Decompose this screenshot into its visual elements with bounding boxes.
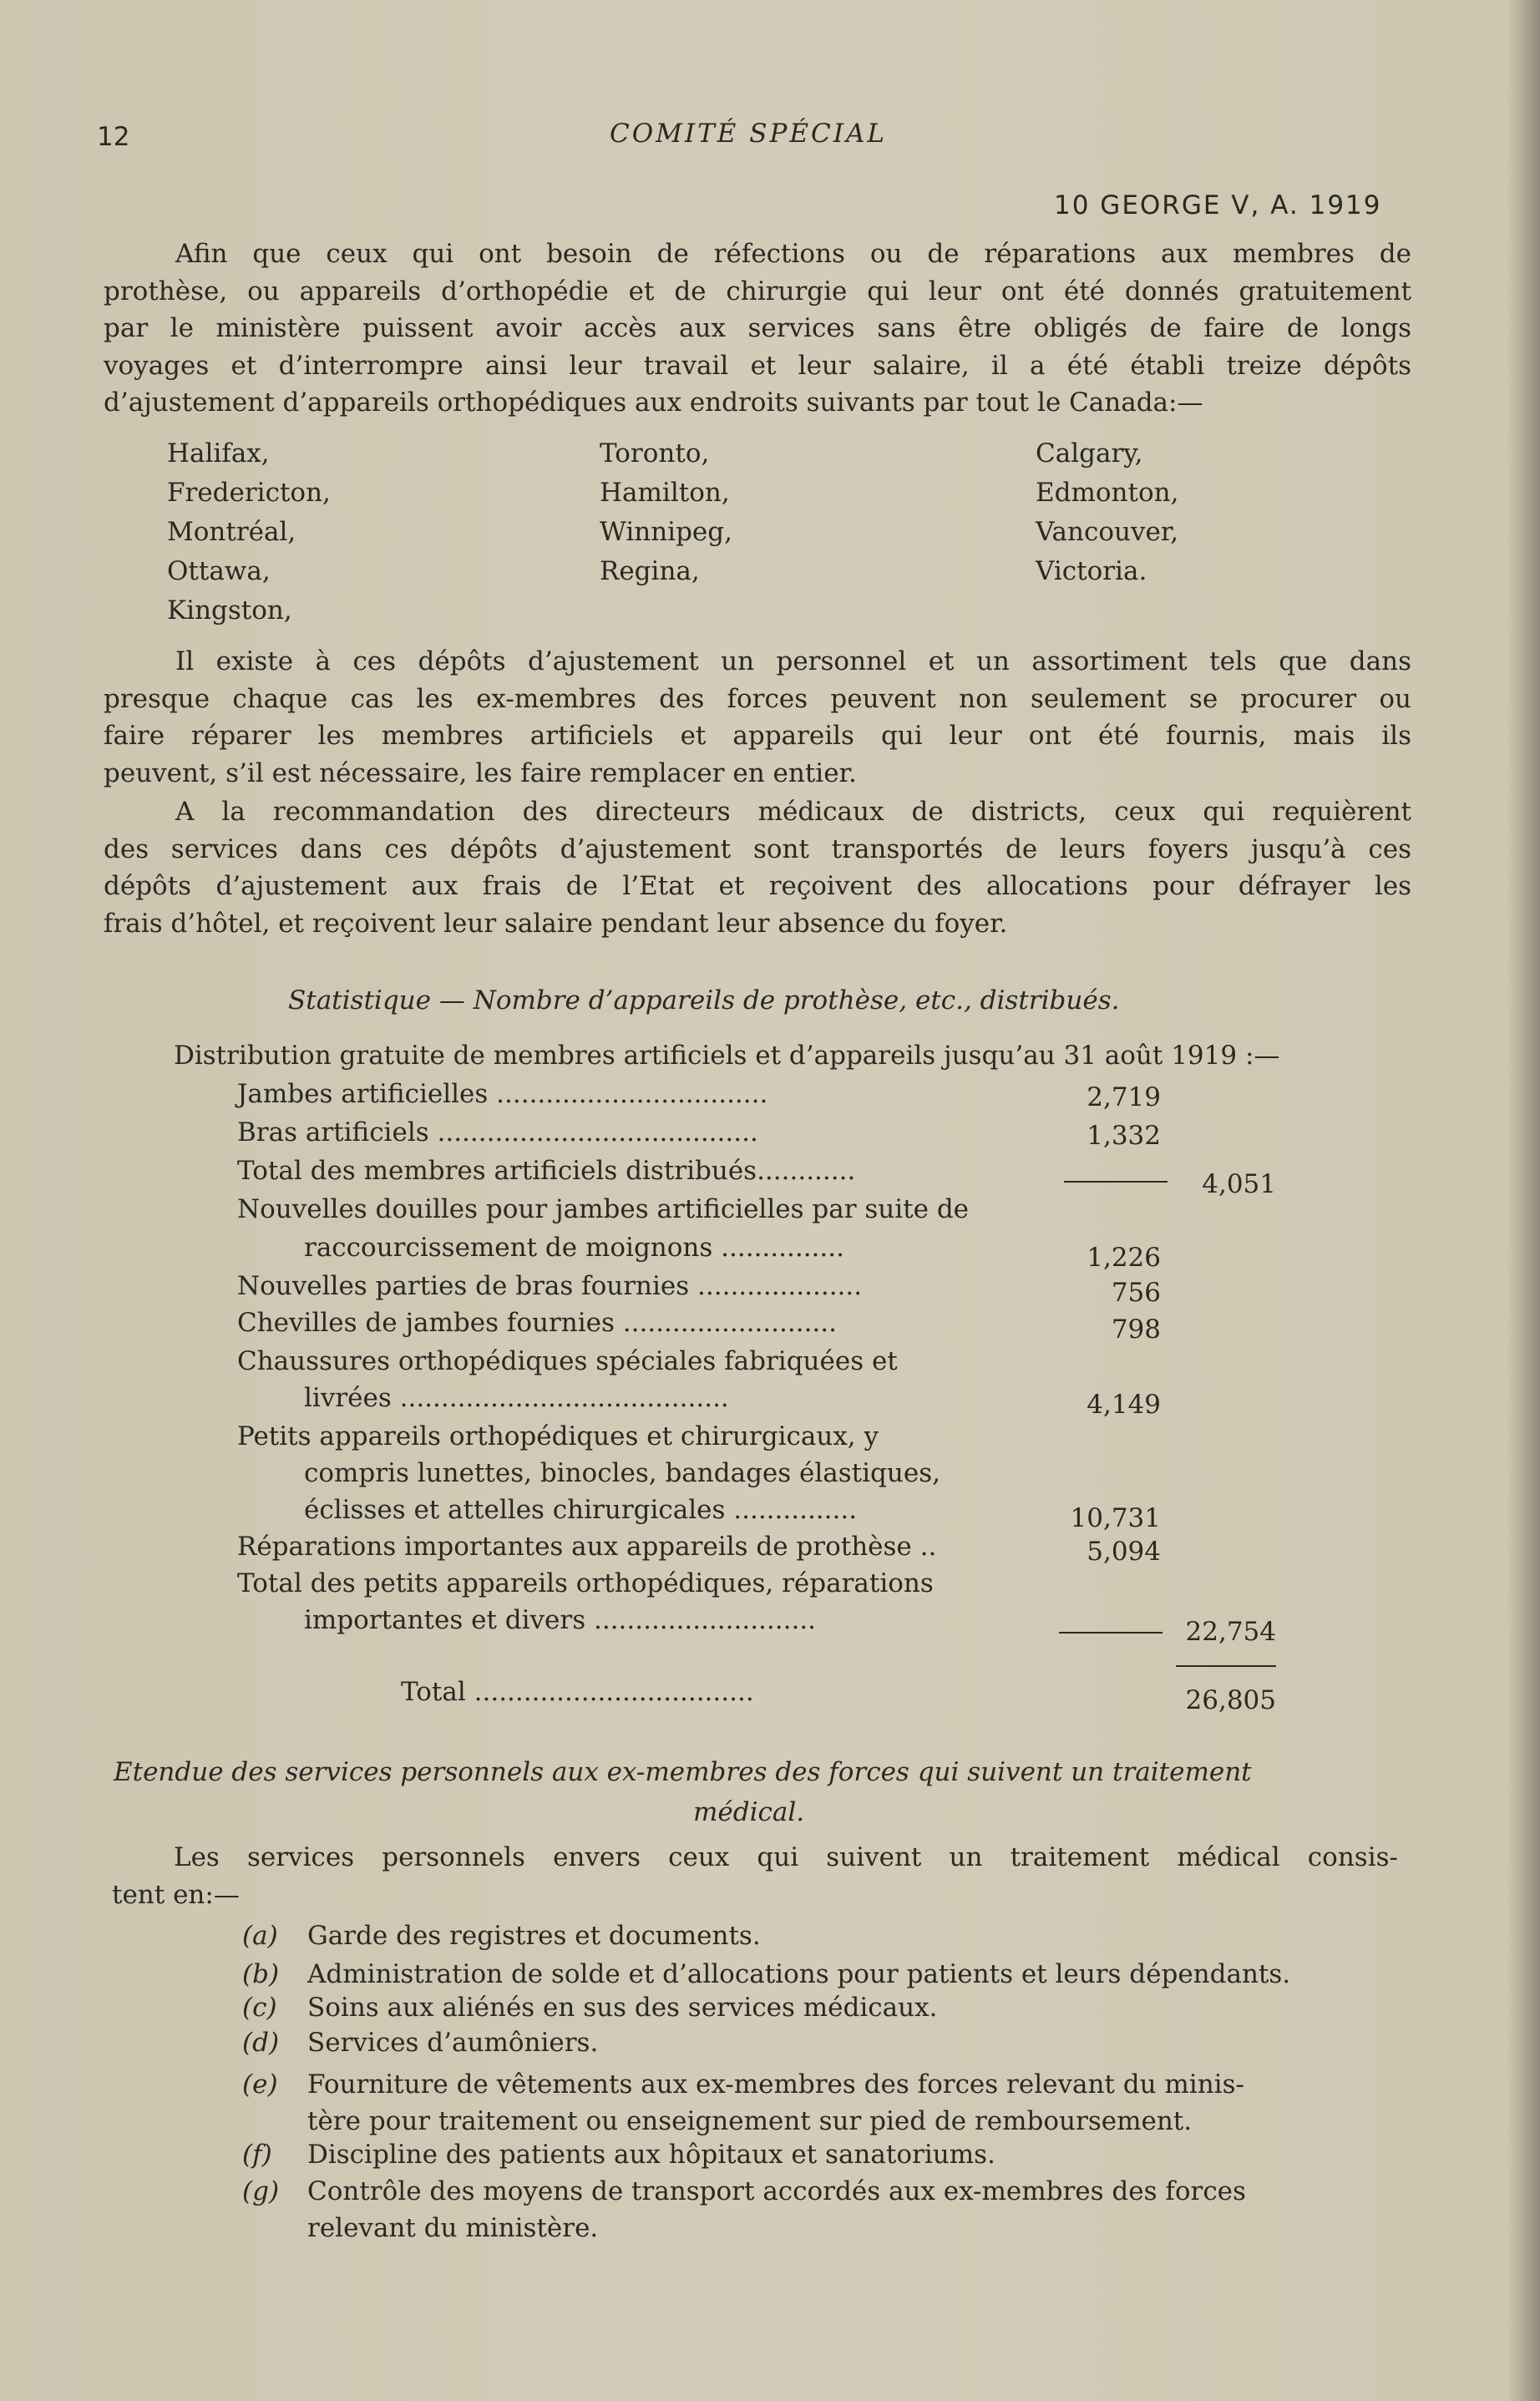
city: Ottawa, <box>167 556 271 586</box>
row-value: 798 <box>1111 1314 1161 1345</box>
list-text: Garde des registres et documents. <box>307 1921 761 1951</box>
row-label: importantes et divers ........................... <box>304 1605 817 1635</box>
list-text: Soins aux aliénés en sus des services médicaux. <box>307 1993 938 2023</box>
page-edge-shadow <box>1507 0 1540 2401</box>
section-heading-services-cont: médical. <box>693 1797 805 1827</box>
total-rule <box>1176 1665 1276 1667</box>
city: Winnipeg, <box>600 517 732 547</box>
text-line: Il existe à ces dépôts d’ajustement un personnel et un assortiment tels que dans <box>175 646 1411 676</box>
subtotal-rule <box>1064 1181 1168 1183</box>
text-line: A la recommandation des directeurs médicaux de districts, ceux qui requièrent <box>175 797 1411 827</box>
city: Hamilton, <box>600 478 730 508</box>
text-line: faire réparer les membres artificiels et appareils qui leur ont été fournis, mais ils <box>104 721 1411 751</box>
list-text: Services d’aumôniers. <box>307 2028 599 2058</box>
page-number: 12 <box>97 122 130 152</box>
text-line: presque chaque cas les ex-membres des forces peuvent non seulement se procurer ou <box>104 683 1411 714</box>
section-heading-services: Etendue des services personnels aux ex-membres des forces qui suivent un traitement <box>114 1757 1252 1787</box>
text-line: frais d’hôtel, et reçoivent leur salaire pendant leur absence du foyer. <box>104 908 1008 939</box>
list-marker: (f) <box>242 2140 272 2170</box>
city: Halifax, <box>167 438 270 469</box>
row-value: 4,149 <box>1087 1390 1161 1420</box>
text-line: par le ministère puissent avoir accès aux services sans être obligés de faire de longs <box>104 313 1411 343</box>
text-line: Afin que ceux qui ont besoin de réfections ou de réparations aux membres de <box>175 239 1411 269</box>
row-label: raccourcissement de moignons ............... <box>304 1233 844 1263</box>
grand-total: 26,805 <box>1185 1685 1276 1715</box>
row-label: Bras artificiels ....................................... <box>237 1117 758 1147</box>
list-text: Fourniture de vêtements aux ex-membres des forces relevant du minis- <box>307 2069 1244 2100</box>
list-marker: (d) <box>242 2028 280 2058</box>
paragraph-services <box>112 1839 1398 1913</box>
session-line: 10 GEORGE V, A. 1919 <box>1054 190 1382 220</box>
city-column-2 <box>600 434 732 591</box>
row-label: Total des membres artificiels distribués............ <box>237 1156 856 1186</box>
row-label: Chevilles de jambes fournies .......................... <box>237 1308 837 1338</box>
row-value: 2,719 <box>1087 1082 1161 1112</box>
paragraph-transport <box>104 793 1411 942</box>
list-text: Contrôle des moyens de transport accordés aux ex-membres des forces <box>307 2176 1246 2206</box>
row-label: livrées ........................................ <box>304 1383 729 1413</box>
city: Kingston, <box>167 595 292 626</box>
list-marker: (e) <box>242 2069 278 2100</box>
text-line: Les services personnels envers ceux qui suivent un traitement médical consis- <box>174 1842 1398 1872</box>
row-label: Nouvelles parties de bras fournies .................... <box>237 1271 863 1301</box>
row-label: Petits appareils orthopédiques et chirurgicaux, y <box>237 1421 879 1451</box>
city: Toronto, <box>600 438 710 469</box>
list-text: Discipline des patients aux hôpitaux et sanatoriums. <box>307 2140 995 2170</box>
section-heading-statistics: Statistique — Nombre d’appareils de prothèse, etc., distribués. <box>288 985 1120 1016</box>
list-text: relevant du ministère. <box>307 2213 599 2243</box>
city: Montréal, <box>167 517 296 547</box>
list-marker: (g) <box>242 2176 280 2206</box>
distribution-intro: Distribution gratuite de membres artificiels et d’appareils jusqu’au 31 août 1919 :— <box>174 1041 1280 1071</box>
paragraph-intro <box>104 236 1411 422</box>
row-total: 22,754 <box>1185 1617 1276 1647</box>
row-label: Total .................................. <box>401 1677 754 1707</box>
subtotal-rule <box>1059 1632 1163 1634</box>
city: Edmonton, <box>1036 478 1179 508</box>
text-line: prothèse, ou appareils d’orthopédie et de chirurgie qui leur ont été donnés gratuitement <box>104 276 1411 306</box>
row-value: 1,332 <box>1087 1121 1161 1151</box>
row-value: 10,731 <box>1070 1503 1161 1533</box>
row-label: Réparations importantes aux appareils de prothèse .. <box>237 1532 937 1562</box>
row-value: 756 <box>1111 1278 1161 1308</box>
row-total: 4,051 <box>1202 1169 1276 1199</box>
row-label: Jambes artificielles ................................. <box>237 1079 768 1109</box>
text-line: d’ajustement d’appareils orthopédiques aux endroits suivants par tout le Canada:— <box>104 388 1203 418</box>
list-marker: (b) <box>242 1959 280 1989</box>
city: Victoria. <box>1036 556 1147 586</box>
city: Fredericton, <box>167 478 331 508</box>
city: Vancouver, <box>1036 517 1179 547</box>
text-line: des services dans ces dépôts d’ajustement sont transportés de leurs foyers jusqu’à ces <box>104 833 1411 864</box>
paragraph-depots <box>104 643 1411 792</box>
city: Calgary, <box>1036 438 1143 469</box>
city: Regina, <box>600 556 700 586</box>
text-line: peuvent, s’il est nécessaire, les faire remplacer en entier. <box>104 757 857 788</box>
text-line: dépôts d’ajustement aux frais de l’Etat et reçoivent des allocations pour défrayer les <box>104 871 1411 901</box>
row-label: Chaussures orthopédiques spéciales fabriquées et <box>237 1346 898 1376</box>
city-column-1 <box>167 434 331 631</box>
running-head: COMITÉ SPÉCIAL <box>610 119 887 149</box>
list-marker: (a) <box>242 1921 278 1951</box>
text-line: voyages et d’interrompre ainsi leur travail et leur salaire, il a été établi treize dépôts <box>104 350 1411 381</box>
row-label: éclisses et attelles chirurgicales ............... <box>304 1495 858 1525</box>
row-label: compris lunettes, binocles, bandages élastiques, <box>304 1458 940 1488</box>
row-label: Total des petits appareils orthopédiques, réparations <box>237 1568 934 1598</box>
row-value: 5,094 <box>1087 1537 1161 1567</box>
text-line: tent en:— <box>112 1879 240 1910</box>
list-marker: (c) <box>242 1993 277 2023</box>
list-text: tère pour traitement ou enseignement sur pied de remboursement. <box>307 2106 1193 2136</box>
row-value: 1,226 <box>1087 1243 1161 1273</box>
list-text: Administration de solde et d’allocations pour patients et leurs dépendants. <box>307 1959 1291 1989</box>
city-column-3 <box>1036 434 1178 591</box>
row-label: Nouvelles douilles pour jambes artificielles par suite de <box>237 1194 970 1224</box>
